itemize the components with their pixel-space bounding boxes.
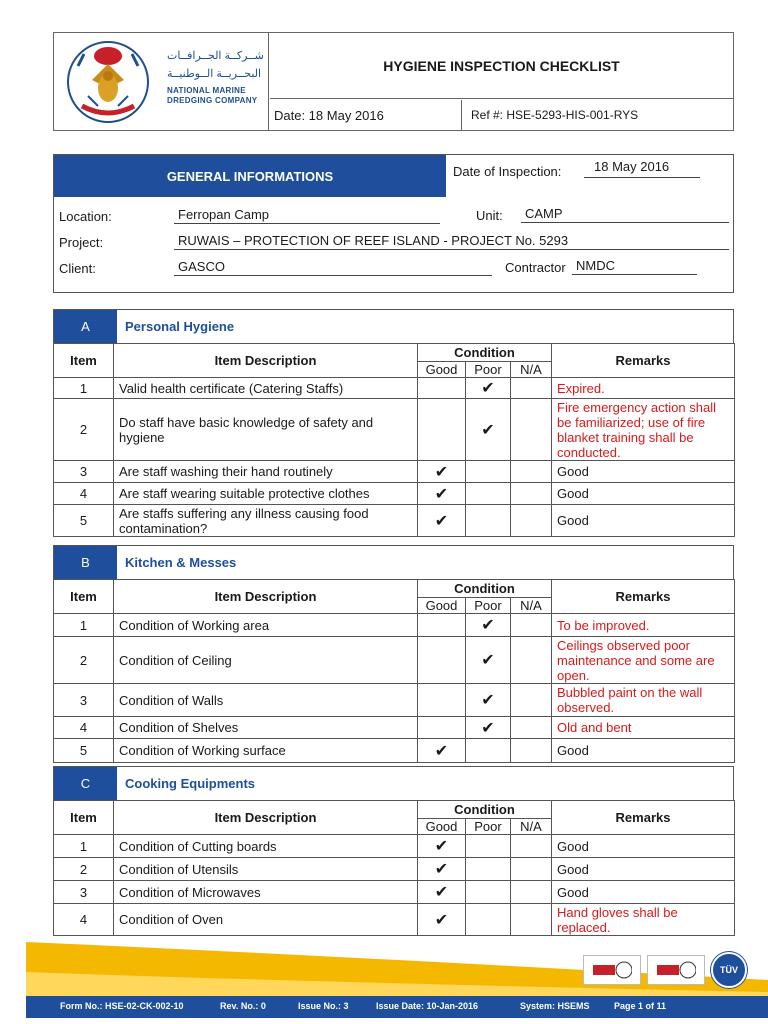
condition-good-cell <box>418 684 466 717</box>
item-number: 3 <box>54 684 114 717</box>
condition-poor-cell <box>466 858 511 881</box>
section-letter: A <box>54 310 117 343</box>
certifications <box>583 952 747 988</box>
section-name: Cooking Equipments <box>125 776 255 791</box>
checklist-table <box>53 579 735 763</box>
condition-poor-cell <box>466 399 511 461</box>
table-row <box>54 378 735 399</box>
condition-na-cell <box>511 858 552 881</box>
condition-na-cell <box>511 739 552 763</box>
item-remark: Good <box>552 461 735 483</box>
section-header <box>53 766 734 800</box>
checklist-table <box>53 343 735 537</box>
item-description: Condition of Shelves <box>114 717 418 739</box>
header-condition: Condition <box>418 580 552 598</box>
item-remark: Hand gloves shall be replaced. <box>552 904 735 936</box>
condition-poor-cell <box>466 881 511 904</box>
check-mark-icon: ✔ <box>481 617 495 634</box>
general-info-heading: GENERAL INFORMATIONS <box>54 155 446 197</box>
header-remarks: Remarks <box>552 801 735 835</box>
header-good: Good <box>418 819 466 835</box>
table-row <box>54 858 735 881</box>
issue-number: Issue No.: 3 <box>298 1001 349 1011</box>
falcon-emblem-icon <box>62 36 162 128</box>
condition-good-cell <box>418 637 466 684</box>
check-mark-icon: ✔ <box>434 512 449 530</box>
header-item: Item <box>54 344 114 378</box>
item-description: Condition of Ceiling <box>114 637 418 684</box>
company-name-arabic-1: شــركــة الجــرافــات <box>167 50 264 62</box>
condition-poor-cell <box>466 614 511 637</box>
check-mark-icon: ✔ <box>481 692 495 709</box>
condition-poor-cell <box>466 637 511 684</box>
company-logo-block <box>54 33 269 130</box>
condition-na-cell <box>511 717 552 739</box>
check-mark-icon: ✔ <box>434 911 449 929</box>
condition-na-cell <box>511 505 552 537</box>
item-description: Condition of Microwaves <box>114 881 418 904</box>
cert-badge-icon <box>647 955 705 985</box>
document-ref: Ref #: HSE-5293-HIS-001-RYS <box>471 108 639 122</box>
company-name-1: NATIONAL MARINE <box>167 86 246 95</box>
check-mark-icon: ✔ <box>434 861 449 878</box>
item-description: Condition of Oven <box>114 904 418 936</box>
item-remark: Good <box>552 739 735 763</box>
check-mark-icon: ✔ <box>434 463 449 481</box>
item-number: 4 <box>54 904 114 936</box>
unit-value: CAMP <box>521 207 729 223</box>
condition-good-cell <box>418 881 466 904</box>
item-number: 2 <box>54 858 114 881</box>
condition-poor-cell <box>466 505 511 537</box>
condition-na-cell <box>511 684 552 717</box>
condition-good-cell <box>418 835 466 858</box>
client-label: Client: <box>59 261 96 276</box>
section-letter: B <box>54 546 117 579</box>
section-header <box>53 309 734 343</box>
system-name: System: HSEMS <box>520 1001 590 1011</box>
document-title: HYGIENE INSPECTION CHECKLIST <box>270 33 733 99</box>
table-row <box>54 399 735 461</box>
page-footer <box>0 942 768 1024</box>
inspection-date-label: Date of Inspection: <box>453 164 562 179</box>
condition-poor-cell <box>466 835 511 858</box>
condition-na-cell <box>511 461 552 483</box>
header-good: Good <box>418 362 466 378</box>
item-number: 1 <box>54 835 114 858</box>
section-letter: C <box>54 767 117 800</box>
item-number: 2 <box>54 399 114 461</box>
unit-label: Unit: <box>476 208 503 223</box>
condition-poor-cell <box>466 684 511 717</box>
header-na: N/A <box>511 362 552 378</box>
header-poor: Poor <box>466 362 511 378</box>
item-description: Condition of Walls <box>114 684 418 717</box>
project-label: Project: <box>59 235 104 250</box>
condition-na-cell <box>511 637 552 684</box>
item-remark: Good <box>552 505 735 537</box>
item-remark: Good <box>552 483 735 505</box>
item-remark: Ceilings observed poor maintenance and some are open. <box>552 637 735 684</box>
page-number: Page 1 of 11 <box>614 1001 667 1011</box>
location-label: Location: <box>59 209 112 224</box>
condition-na-cell <box>511 614 552 637</box>
item-description: Are staff washing their hand routinely <box>114 461 418 483</box>
condition-good-cell <box>418 505 466 537</box>
item-remark: Expired. <box>552 378 735 399</box>
item-number: 4 <box>54 483 114 505</box>
check-mark-icon: ✔ <box>481 652 495 669</box>
item-remark: To be improved. <box>552 614 735 637</box>
item-number: 1 <box>54 614 114 637</box>
header-description: Item Description <box>114 344 418 378</box>
item-number: 3 <box>54 881 114 904</box>
tuv-logo-icon: TÜV <box>711 952 747 988</box>
item-remark: Good <box>552 881 735 904</box>
header-item: Item <box>54 580 114 614</box>
header-poor: Poor <box>466 819 511 835</box>
condition-na-cell <box>511 399 552 461</box>
header-na: N/A <box>511 598 552 614</box>
general-info-box <box>53 154 734 293</box>
table-row <box>54 835 735 858</box>
table-row <box>54 483 735 505</box>
item-number: 3 <box>54 461 114 483</box>
table-row <box>54 881 735 904</box>
condition-na-cell <box>511 835 552 858</box>
item-number: 5 <box>54 739 114 763</box>
item-description: Condition of Working surface <box>114 739 418 763</box>
header-remarks: Remarks <box>552 344 735 378</box>
table-row <box>54 505 735 537</box>
header-description: Item Description <box>114 801 418 835</box>
condition-poor-cell <box>466 461 511 483</box>
check-mark-icon: ✔ <box>481 380 495 397</box>
item-description: Condition of Working area <box>114 614 418 637</box>
check-mark-icon: ✔ <box>481 421 495 439</box>
section-header <box>53 545 734 579</box>
item-description: Condition of Cutting boards <box>114 835 418 858</box>
header-good: Good <box>418 598 466 614</box>
header-na: N/A <box>511 819 552 835</box>
form-number: Form No.: HSE-02-CK-002-10 <box>60 1001 184 1011</box>
condition-poor-cell <box>466 717 511 739</box>
table-row <box>54 637 735 684</box>
client-value: GASCO <box>174 260 492 276</box>
contractor-value: NMDC <box>572 259 697 275</box>
section-name: Kitchen & Messes <box>125 555 237 570</box>
document-date: Date: 18 May 2016 <box>270 100 462 130</box>
header-remarks: Remarks <box>552 580 735 614</box>
item-description: Valid health certificate (Catering Staffs) <box>114 378 418 399</box>
table-row <box>54 904 735 936</box>
item-description: Are staffs suffering any illness causing food contamination? <box>114 505 418 537</box>
table-row <box>54 717 735 739</box>
project-value: RUWAIS – PROTECTION OF REEF ISLAND - PROJECT No. 5293 <box>174 234 729 250</box>
item-description: Are staff wearing suitable protective clothes <box>114 483 418 505</box>
condition-na-cell <box>511 904 552 936</box>
header-item: Item <box>54 801 114 835</box>
item-remark: Fire emergency action shall be familiarized; use of fire blanket training shall be conducted. <box>552 399 735 461</box>
condition-na-cell <box>511 881 552 904</box>
item-number: 1 <box>54 378 114 399</box>
check-mark-icon: ✔ <box>481 719 495 737</box>
condition-good-cell <box>418 904 466 936</box>
check-mark-icon: ✔ <box>434 485 449 503</box>
footer-band <box>26 996 768 1018</box>
table-row <box>54 614 735 637</box>
cert-badge-icon <box>583 955 641 985</box>
item-remark: Good <box>552 858 735 881</box>
item-number: 5 <box>54 505 114 537</box>
location-value: Ferropan Camp <box>174 208 440 224</box>
condition-poor-cell <box>466 378 511 399</box>
condition-good-cell <box>418 483 466 505</box>
inspection-date-value: 18 May 2016 <box>584 159 700 178</box>
condition-poor-cell <box>466 904 511 936</box>
condition-poor-cell <box>466 483 511 505</box>
table-row <box>54 739 735 763</box>
condition-good-cell <box>418 739 466 763</box>
table-row <box>54 684 735 717</box>
condition-good-cell <box>418 399 466 461</box>
checklist-table <box>53 800 735 936</box>
section-name: Personal Hygiene <box>125 319 235 334</box>
condition-na-cell <box>511 483 552 505</box>
table-row <box>54 461 735 483</box>
issue-date: Issue Date: 10-Jan-2016 <box>376 1001 479 1011</box>
item-remark: Good <box>552 835 735 858</box>
revision-number: Rev. No.: 0 <box>220 1001 266 1011</box>
check-mark-icon: ✔ <box>434 884 449 901</box>
item-remark: Bubbled paint on the wall observed. <box>552 684 735 717</box>
condition-good-cell <box>418 858 466 881</box>
check-mark-icon: ✔ <box>434 742 449 760</box>
header-condition: Condition <box>418 801 552 819</box>
condition-good-cell <box>418 717 466 739</box>
condition-good-cell <box>418 614 466 637</box>
header-poor: Poor <box>466 598 511 614</box>
condition-good-cell <box>418 461 466 483</box>
contractor-label: Contractor <box>505 260 566 275</box>
header-condition: Condition <box>418 344 552 362</box>
condition-na-cell <box>511 378 552 399</box>
document-header <box>53 32 734 131</box>
item-remark: Old and bent <box>552 717 735 739</box>
header-description: Item Description <box>114 580 418 614</box>
company-name-2: DREDGING COMPANY <box>167 96 258 105</box>
item-description: Do staff have basic knowledge of safety and hygiene <box>114 399 418 461</box>
item-number: 2 <box>54 637 114 684</box>
condition-good-cell <box>418 378 466 399</box>
company-name-arabic-2: البحــريــة الــوطنيــة <box>167 68 262 80</box>
item-description: Condition of Utensils <box>114 858 418 881</box>
condition-poor-cell <box>466 739 511 763</box>
item-number: 4 <box>54 717 114 739</box>
check-mark-icon: ✔ <box>434 838 449 855</box>
